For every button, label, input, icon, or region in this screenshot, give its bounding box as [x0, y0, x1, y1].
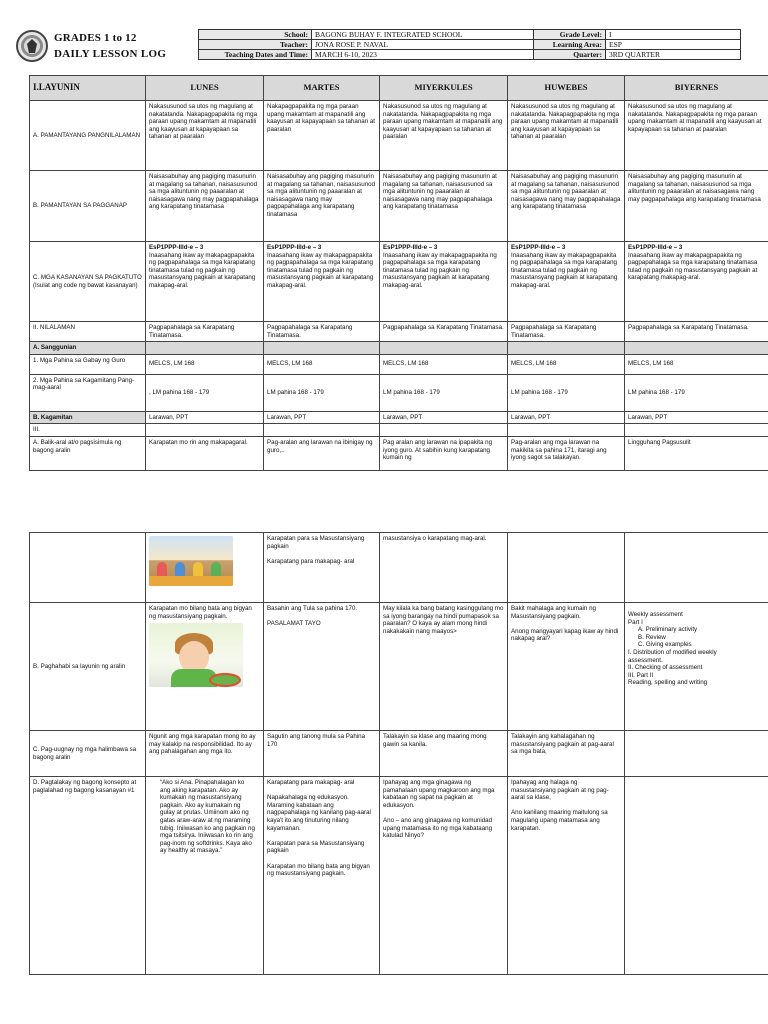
table-cell: Nakasusunod sa utos ng magulang at nakatatanda. Nakapagpapakita ng mga paraan upang makamtam at mapanatili ang kaayusan at kapayapaan sa tahanan at paaralan [146, 101, 264, 171]
table-cell [625, 777, 768, 975]
table-cell: Ipahayag ang halaga ng masustansiyang pagkain at ng pag-aaral sa klase, Ano kanilang maaring maitulong sa magulang upang matamasa ang karapatan. [508, 777, 625, 975]
table-cell [146, 242, 264, 322]
competency-code: EsP1PPP-IIId-e – 3 [267, 244, 322, 251]
cell-text: Karapatan mo bilang bata ang bigyan ng masustansiyang pagkain. [149, 605, 252, 620]
table-cell [625, 731, 768, 777]
table-cell [508, 242, 625, 322]
table-cell: MELCS, LM 168 [264, 354, 380, 374]
table-cell [625, 342, 768, 355]
assessment-list [638, 626, 765, 649]
table-cell: Karapatan mo rin ang makapagaral. [146, 436, 264, 470]
table-cell [264, 424, 380, 437]
row-label: B. Paghahabi sa layunin ng aralin [30, 603, 146, 731]
row-label: A. Balik-aral at/o pagsisimula ng bagong aralin [30, 436, 146, 470]
table-cell: MELCS, LM 168 [625, 354, 768, 374]
competency-text: Inaasahang ikaw ay makapagpapakita ng pagpapahalaga sa mga karapatang tinatamasa tulad ng pagkain ng masustansyang pagkain at karapatang makapag-aral. [267, 251, 374, 289]
row-label: B. Kagamitan [30, 411, 146, 424]
row-label: III. [30, 424, 146, 437]
teacher-value: JONA ROSE P. NAVAL [312, 40, 534, 50]
competency-code: EsP1PPP-IIId-e – 3 [383, 244, 438, 251]
table-cell [380, 424, 508, 437]
teacher-label: Teacher: [199, 40, 312, 50]
table-cell [146, 424, 264, 437]
row-label: B. PAMANTAYAN SA PAGGANAP [30, 171, 146, 242]
classroom-photo [149, 536, 233, 586]
list-item: B. Review [638, 633, 666, 641]
assessment-steps: I. Distribution of modified weekly assessment. II. Checking of assessment III. Part II Reading, spelling and writing [628, 648, 717, 687]
table-cell: Larawan, PPT [264, 411, 380, 424]
header-meta-table [198, 29, 741, 60]
day-header: MARTES [264, 76, 380, 101]
table-cell: Talakayin sa klase ang maaring mong gawin sa kanila. [380, 731, 508, 777]
girl-eating-vegetables-photo [149, 623, 243, 687]
day-header: HUWEBES [508, 76, 625, 101]
table-cell: MELCS, LM 168 [508, 354, 625, 374]
row-label: C. MGA KASANAYAN SA PAGKATUTO (Isulat ang code ng bawat kasanayan) [30, 242, 146, 322]
grade-value: I [606, 30, 741, 40]
table-cell: MELCS, LM 168 [380, 354, 508, 374]
table-cell [625, 603, 768, 731]
table-cell: May kilala ka bang batang kasinggulang mo sa iyong barangay na hindi pumapasok sa paaralan? O kaya ay alam mong hindi nakakakain nang maayos> [380, 603, 508, 731]
table-cell [625, 424, 768, 437]
table-cell: Karapatang para makapag- aral Napakahalaga ng edukasyon. Maraming kabataan ang nagpapahalaga ng kanilang pag-aaral kaya't ito ang tinuturing nilang kayamanan. Karapatan para sa Masustansiyang pagkain Karapatan mo bilang bata ang bigyan ng masustansiyang pagkain. [264, 777, 380, 975]
table-cell: Larawan, PPT [508, 411, 625, 424]
row-label: C. Pag-uugnay ng mga halimbawa sa bagong aralin [30, 731, 146, 777]
table-cell: , LM pahina 168 - 179 [146, 374, 264, 411]
list-item: C. Giving examples [638, 641, 692, 649]
assessment-title: Weekly assessment [628, 611, 683, 618]
table-cell: Pagpapahalaga sa Karapatang Tinatamasa. [380, 322, 508, 342]
quarter-label: Quarter: [534, 50, 606, 60]
table-cell: Pag-aralan ang mga larawan na makikita sa pahina 171, itaragi ang iyong sagot sa talakayan. [508, 436, 625, 470]
row-label: II. NILALAMAN [30, 322, 146, 342]
deped-seal-icon [16, 30, 48, 62]
table-cell: Karapatan para sa Masustansiyang pagkain Karapatang para makapag- aral [264, 533, 380, 603]
table-cell: “Ako si Ana. Pinapahalagan ko ang aking karapatan. Ako ay kumakain ng masustansiyang pagkain. Ako ay kumakain ng gulay at prutas. Umiinom ako ng gatas araw-araw at ng maraming tubig. Iniiwasan ko ang pagkain ng mga tsitsirya. Iniiwasan ko rin ang pag-inom ng softdrinks. Kaya ako ay healthy at masaya.” [146, 777, 264, 975]
table-cell: LM pahina 168 - 179 [264, 374, 380, 411]
competency-code: EsP1PPP-IIId-e – 3 [628, 244, 683, 251]
table-cell: LM pahina 168 - 179 [508, 374, 625, 411]
table-cell [264, 342, 380, 355]
lesson-log-table [29, 75, 768, 471]
table-cell: Pagpapahalaga sa Karapatang Tinatamasa. [264, 322, 380, 342]
table-cell: Pag aralan ang larawan na ipapakita ng iyong guro. At sabihin kung karapatang kumain ng [380, 436, 508, 470]
competency-text: Inaasahang ikaw ay makapagpapakita ng pagpapahalaga sa mga karapatang tinatamasa tulad ng pagkain ng masustansyang pagkain at karapatang makapag-aral. [383, 251, 497, 289]
day-header: BIYERNES [625, 76, 768, 101]
table-cell: Pagpapahalaga sa Karapatang Tinatamasa. [508, 322, 625, 342]
table-cell [508, 533, 625, 603]
competency-text: Inaasahang ikaw ay makapagpapakita ng pagpapahalaga sa mga karapatang tinatamasa tulad ng pagkain ng masustansyang pagkain at karapatang makapag-aral. [149, 251, 256, 289]
table-cell: Pagpapahalaga sa Karapatang Tinatamasa. [146, 322, 264, 342]
table-cell: Ipahayag ang mga ginagawa ng pamahalaan upang magkaroon ang mga kabataan ng sapat na pagkain at edukasyon. Ano – ano ang ginagawa ng komunidad upang matamasa ito ng mga kabataang katulad Ninyo? [380, 777, 508, 975]
table-cell: Larawan, PPT [146, 411, 264, 424]
lesson-log-table-continued [29, 532, 768, 975]
table-cell [146, 342, 264, 355]
table-cell: Naisasabuhay ang pagiging masunurin at magalang sa tahanan, naisasusunod sa mga alituntunin ng paaaralan at naisasagawa nang may pagpapahalaga ang karapatang tinatamasa [146, 171, 264, 242]
assessment-part: Part I [628, 618, 643, 626]
table-cell: Talakayin ang kahalagahan ng masustansiyang pagkain at pag-aaral sa mga bata, [508, 731, 625, 777]
grade-label: Grade Level: [534, 30, 606, 40]
table-cell [625, 242, 768, 322]
table-cell: Sagutin ang tanong mula sa Pahina 170 [264, 731, 380, 777]
row-label: 1. Mga Pahina sa Gabay ng Guro [30, 354, 146, 374]
competency-text: Inaasahang ikaw ay makapagpapakita ng pagpapahalaga sa mga karapatang tinatamasa tulad ng pagkain ng masustansyang pagkain at karapatang makapag-aral. [628, 251, 758, 282]
dates-value: MARCH 6-10, 2023 [312, 50, 534, 60]
row-label: 2. Mga Pahina sa Kagamitang Pang-mag-aaral [30, 374, 146, 411]
table-cell [625, 533, 768, 603]
table-cell: LM pahina 168 - 179 [625, 374, 768, 411]
quarter-value: 3RD QUARTER [606, 50, 741, 60]
table-cell: Ngunit ang mga karapatan mong ito ay may kalakip na responsibilidad. Ito ay ang pahalagahan ang mga ito. [146, 731, 264, 777]
table-cell [380, 342, 508, 355]
form-title-line2: DAILY LESSON LOG [54, 48, 167, 60]
table-cell: MELCS, LM 168 [146, 354, 264, 374]
table-cell [380, 242, 508, 322]
table-cell: Pag-aralan ang larawan na ibinigay ng guro,.. [264, 436, 380, 470]
table-cell: Naisasabuhay ang pagiging masunurin at magalang sa tahanan, naisasusunod sa mga alituntunin ng paaaralan at naisasagawa nang may pagpapahalaga ang karapatang tinatamasa [625, 171, 768, 242]
table-cell: Basahin ang Tula sa pahina 170. PASALAMAT TAYO [264, 603, 380, 731]
table-cell: Naisasabuhay ang pagiging masunurin at magalang sa tahanan, naisasusunod sa mga alituntunin ng paaaralan at naisasagawa nang may pagpapahalaga ang karapatang tinatamasa [380, 171, 508, 242]
row-label: A. PAMANTAYANG PANGNILALAMAN [30, 101, 146, 171]
table-cell: Naisasabuhay ang pagiging masunurin at magalang sa tahanan, naisasusunod sa mga alituntunin ng paaaralan at naisasagawa nang may pagpapahalaga ang karapatang tinatamasa [508, 171, 625, 242]
list-item: A. Preliminary activity [638, 626, 698, 634]
competency-code: EsP1PPP-IIId-e – 3 [149, 244, 204, 251]
table-cell: Nakapagpapakita ng mga paraan upang makamtam at mapanatili ang kaayusan at kapayapaan sa tahanan at paaralan [264, 101, 380, 171]
table-cell [264, 242, 380, 322]
form-title-line1: GRADES 1 to 12 [54, 32, 137, 44]
dates-label: Teaching Dates and Time: [199, 50, 312, 60]
competency-code: EsP1PPP-IIId-e – 3 [511, 244, 566, 251]
day-header: LUNES [146, 76, 264, 101]
area-label: Learning Area: [534, 40, 606, 50]
table-cell: Pagpapahalaga sa Karapatang Tinatamasa. [625, 322, 768, 342]
table-cell: masustansiya o karapatang mag-aral. [380, 533, 508, 603]
table-cell: Nakasusunod sa utos ng magulang at nakatatanda. Nakapagpapakita ng mga paraan upang makamtam at mapanatili ang kaayusan at kapayapaan sa tahanan at paaralan [625, 101, 768, 171]
table-cell [146, 603, 264, 731]
table-cell [30, 533, 146, 603]
table-cell: Naisasabuhay ang pagiging masunurin at magalang sa tahanan, naisasusunod sa mga alituntunin ng paaaralan at naisasagawa nang may pagpapahalaga ang karapatang tinatamasa [264, 171, 380, 242]
day-header: MIYERKULES [380, 76, 508, 101]
table-cell [508, 424, 625, 437]
table-cell: Lingguhang Pagsusulit [625, 436, 768, 470]
table-cell: LM pahina 168 - 179 [380, 374, 508, 411]
table-cell: Larawan, PPT [625, 411, 768, 424]
row-label: A. Sanggunian [30, 342, 146, 355]
competency-text: Inaasahang ikaw ay makapagpapakita ng pagpapahalaga sa mga karapatang tinatamasa tulad ng pagkain ng masustansyang pagkain at karapatang makapag-aral. [511, 251, 618, 289]
table-cell: Bakit mahalaga ang kumain ng Masustansiyang pagkain. Anong mangyayari kapag ikaw ay hindi nakapag aral? [508, 603, 625, 731]
school-label: School: [199, 30, 312, 40]
area-value: ESP [606, 40, 741, 50]
table-cell: Nakasusunod sa utos ng magulang at nakatatanda. Nakapagpapakita ng mga paraan upang makamtam at mapanatili ang kaayusan at kapayapaan sa tahanan at paaralan [380, 101, 508, 171]
table-cell [146, 533, 264, 603]
table-cell: Nakasusunod sa utos ng magulang at nakatatanda. Nakapagpapakita ng mga paraan upang makamtam at mapanatili ang kaayusan at kapayapaan sa tahanan at paaralan [508, 101, 625, 171]
section-title: I.LAYUNIN [30, 76, 146, 101]
table-cell: Larawan, PPT [380, 411, 508, 424]
row-label: D. Pagtalakay ng bagong konsepto at paglalahad ng bagong kasanayan #1 [30, 777, 146, 975]
table-cell [508, 342, 625, 355]
school-value: BAGONG BUHAY F. INTEGRATED SCHOOL [312, 30, 534, 40]
